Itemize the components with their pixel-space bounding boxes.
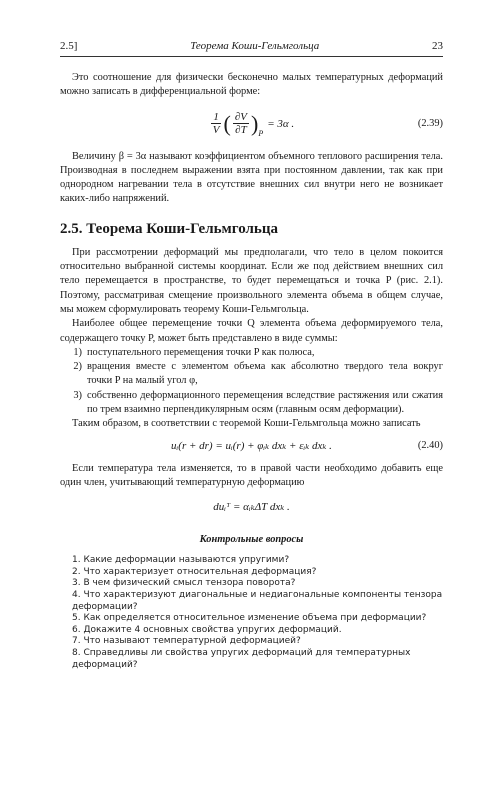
question-item: 8. Справедливы ли свойства упругих деформаций для температурных деформаций? [72, 647, 411, 670]
section-title: 2.5. Теорема Коши-Гельмгольца [60, 220, 278, 237]
list-item: 2) вращения вместе с элементом объема как абсолютно твердого тела вокруг точки P на малый угол φ, [73, 361, 443, 387]
page-number: 23 [432, 40, 443, 52]
paragraph-intro: Это соотношение для физически бесконечно малых температурных деформаций можно записать в дифференциальной форме: [60, 72, 443, 98]
equation-number: (2.40) [417, 440, 443, 452]
running-title: Теорема Коши-Гельмгольца [190, 40, 320, 52]
question-item: 6. Докажите 4 основных свойства упругих деформаций. [72, 624, 342, 635]
paragraph-motion: При рассмотрении деформаций мы предполагали, что тело в целом покоится относительно выбранной системы координат. Если же под действием внешних сил тело перемещается в пространстве, то будет перемещаться и точка P (рис. 2.1). Поэтому, рассматривая смещение произвольного элемента объема в общем случае, мы можем сформулировать теорему Коши-Гельмгольца. [60, 246, 443, 315]
question-item: 3. В чем физический смысл тензора поворота? [72, 578, 296, 589]
paragraph-temperature: Если температура тела изменяется, то в правой части необходимо добавить еще один член, учитывающий температурную деформацию [60, 462, 443, 488]
equation-number: (2.39) [417, 118, 443, 130]
question-item: 7. Что называют температурной деформацией? [72, 636, 301, 647]
section-ref: 2.5] [60, 40, 78, 52]
questions-title: Контрольные вопросы [199, 534, 304, 546]
fraction-one-over-v: $\frac{1}{V}$ [212, 111, 220, 137]
equation-rhs: = 3α . [267, 117, 295, 130]
question-item: 4. Что характеризуют диагональные и недиагональные компоненты тензора деформации? [72, 590, 443, 612]
paragraph-general-displacement: Наиболее общее перемещение точки Q элемента объема деформируемого тела, содержащего точку P, может быть представлено в виде суммы: [60, 318, 443, 344]
questions-list [60, 555, 443, 671]
equation-2-39: $\frac{1}{V}$ ( $\frac{\partial V}{\partial T}$ ) $_P$ = 3α . (2.39) [212, 110, 443, 138]
running-header [60, 40, 443, 57]
partial-derivative: $\frac{\partial V}{\partial T}$ [234, 111, 248, 137]
list-item: 1) поступательного перемещения точки P как полюса, [73, 346, 315, 358]
list-item: 3) собственно деформационного перемещения вследствие растяжения или сжатия по трем взаимно перпендикулярным осям (главным осям деформации). [73, 389, 443, 416]
question-item: 5. Как определяется относительное изменение объема при деформации? [72, 613, 427, 624]
paragraph-beta: Величину β = 3α называют коэффициентом объемного теплового расширения тела. Производная в последнем выражении взята при постоянном давлении, так как при однородном нагревании тела в отсутствие внешних сил внутри него не возникает каких-либо напряжений. [60, 150, 443, 205]
displacement-list [60, 346, 443, 417]
question-item: 1. Какие деформации называются упругими? [72, 555, 290, 566]
equation-2-40: uᵢ(r + dr) = uᵢ(r) + φᵢₖ dxₖ + εᵢₖ dxₖ . (2.40) [171, 440, 443, 453]
equation-thermal: duᵢᵀ = αᵢₖΔT dxₖ . [213, 500, 290, 513]
book-page [60, 40, 443, 671]
subscript-p: P [258, 128, 264, 138]
paragraph-thus: Таким образом, в соответствии с теоремой Коши-Гельмгольца можно записать [72, 418, 421, 430]
question-item: 2. Что характеризует относительная деформация? [72, 566, 317, 577]
